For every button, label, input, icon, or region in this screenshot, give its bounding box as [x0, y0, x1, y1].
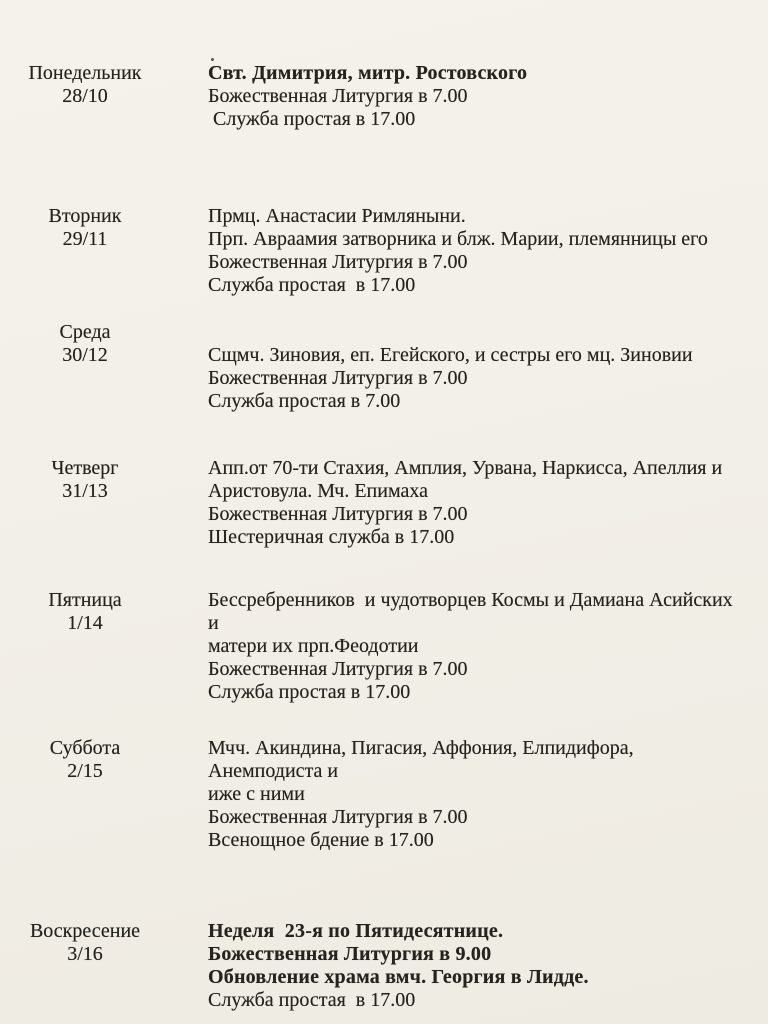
day-name: Вторник: [48, 205, 122, 227]
service-line: Служба простая в 17.00: [208, 108, 416, 130]
service-line: Божественная Литургия в 7.00: [208, 367, 468, 389]
weekly-schedule: [0, 62, 768, 1012]
day-column: [0, 62, 170, 108]
day-name: Четверг: [51, 457, 119, 479]
day-column: [0, 737, 170, 783]
service-line: Служба простая в 7.00: [208, 390, 401, 412]
day-name: Понедельник: [28, 62, 142, 84]
schedule-row: [0, 321, 768, 413]
service-line: Сщмч. Зиновия, еп. Егейского, и сестры его мц. Зиновии: [208, 344, 693, 366]
service-line: Служба простая в 17.00: [208, 681, 411, 703]
day-column: [0, 589, 170, 635]
service-line: Апп.от 70-ти Стахия, Амплия, Урвана, Наркисса, Апеллия и: [208, 457, 723, 479]
day-date: 31/13: [62, 480, 108, 502]
day-date: 3/16: [67, 943, 103, 965]
service-line: Божественная Литургия в 7.00: [208, 251, 468, 273]
service-line: Служба простая в 17.00: [208, 989, 416, 1011]
service-line: Божественная Литургия в 7.00: [208, 85, 468, 107]
service-line: Шестеричная служба в 17.00: [208, 526, 455, 548]
schedule-row: [0, 920, 768, 1012]
service-line: матери их прп.Феодотии: [208, 635, 419, 657]
day-date: 28/10: [62, 85, 108, 107]
service-line: Мчч. Акиндина, Пигасия, Аффония, Елпидифора, Анемподиста и: [208, 737, 639, 782]
services-column: [208, 205, 768, 297]
day-date: 2/15: [67, 760, 103, 782]
day-name: Воскресение: [29, 920, 141, 942]
services-column: [208, 62, 768, 131]
schedule-row: [0, 737, 768, 852]
service-line: Божественная Литургия в 7.00: [208, 658, 468, 680]
service-line: Свт. Димитрия, митр. Ростовского: [208, 62, 528, 84]
day-date: 30/12: [62, 344, 108, 366]
service-line: Прп. Авраамия затворника и блж. Марии, племянницы его: [208, 228, 708, 250]
day-column: [0, 205, 170, 251]
service-line: Всенощное бдение в 17.00: [208, 829, 434, 851]
day-name: Суббота: [49, 737, 121, 759]
services-column: [208, 321, 768, 413]
day-date: 1/14: [67, 612, 103, 634]
service-line: Аристовула. Мч. Епимаха: [208, 480, 428, 502]
schedule-row: [0, 205, 768, 297]
services-column: [208, 737, 768, 852]
schedule-row: [0, 62, 768, 131]
services-column: [208, 457, 768, 549]
day-column: [0, 321, 170, 367]
service-line: Бессребренников и чудотворцев Космы и Дамиана Асийских и: [208, 589, 738, 634]
day-date: 29/11: [62, 228, 108, 250]
schedule-row: [0, 457, 768, 549]
scan-speck: [211, 58, 214, 61]
service-line: Божественная Литургия в 7.00: [208, 806, 468, 828]
day-column: [0, 920, 170, 966]
service-line: Служба простая в 17.00: [208, 274, 416, 296]
services-column: [208, 920, 768, 1012]
service-line: Обновление храма вмч. Георгия в Лидде.: [208, 966, 589, 988]
service-line: Божественная Литургия в 7.00: [208, 503, 468, 525]
service-line: Божественная Литургия в 9.00: [208, 943, 492, 965]
schedule-row: [0, 589, 768, 704]
services-column: [208, 589, 768, 704]
service-line: иже с ними: [208, 783, 305, 805]
service-line: Неделя 23-я по Пятидесятнице.: [208, 920, 504, 942]
day-column: [0, 457, 170, 503]
day-name: Пятница: [48, 589, 122, 611]
day-name: Среда: [59, 321, 111, 343]
service-line: Прмц. Анастасии Римляныни.: [208, 205, 466, 227]
